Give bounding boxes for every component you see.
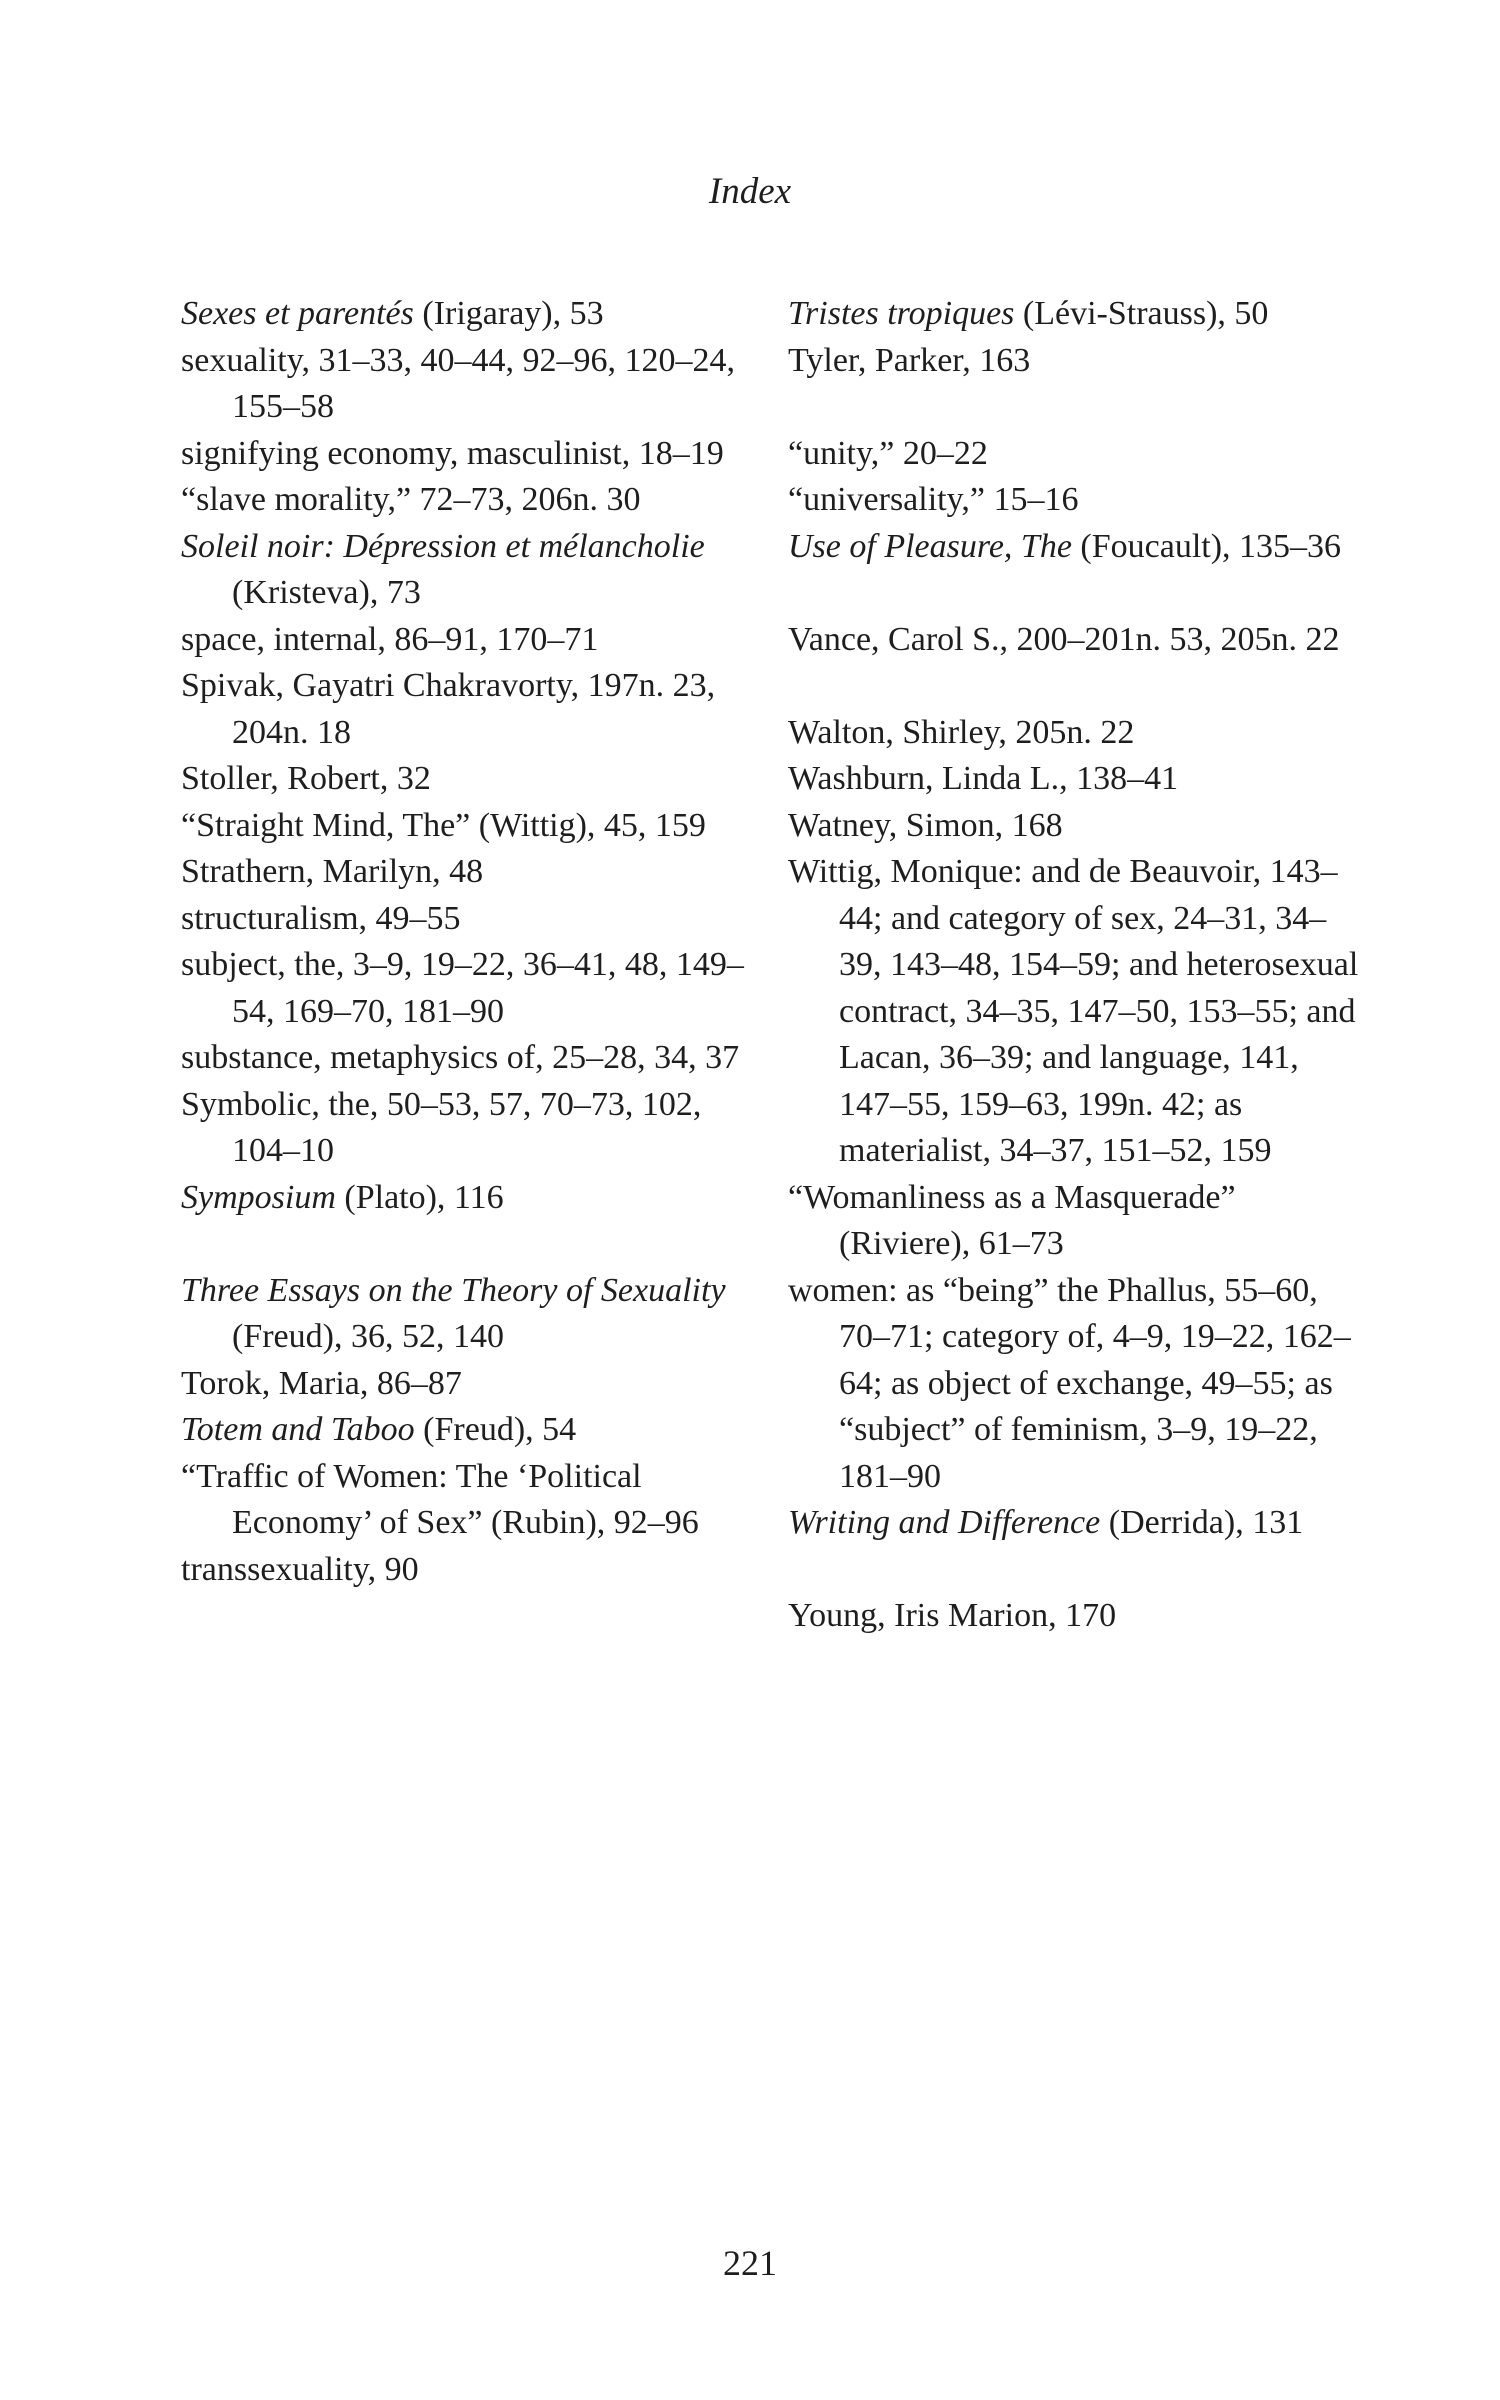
- index-entry: [788, 617, 1368, 664]
- index-entry-text: Spivak, Gayatri Chakravorty, 197n. 23, 204n. 18: [181, 667, 716, 751]
- index-entry-text: subject, the, 3–9, 19–22, 36–41, 48, 149–54, 169–70, 181–90: [181, 946, 744, 1030]
- index-entry: [788, 338, 1368, 385]
- index-entry-text: “unity,” 20–22: [788, 434, 988, 472]
- page-number: 221: [723, 2243, 777, 2283]
- index-entry-text: Tyler, Parker, 163: [788, 341, 1031, 379]
- index-entry-text: women: as “being” the Phallus, 55–60, 70–71; category of, 4–9, 19–22, 162–64; as object of exchange, 49–55; as “subject” of feminism, 3–9, 19–22, 181–90: [788, 1271, 1351, 1495]
- index-entry: [181, 1175, 761, 1222]
- index-entry: [181, 1082, 761, 1175]
- index-entry: [181, 338, 761, 431]
- index-entry: [181, 1547, 761, 1594]
- index-entry: [788, 1175, 1368, 1268]
- index-entry: [181, 1407, 761, 1454]
- index-column-right: [788, 291, 1368, 1640]
- index-entry-text: Walton, Shirley, 205n. 22: [788, 713, 1135, 751]
- index-entry: [788, 291, 1368, 338]
- index-entry-text: Strathern, Marilyn, 48: [181, 853, 484, 890]
- index-entry: [181, 1035, 761, 1082]
- index-entry: [788, 803, 1368, 850]
- index-entry: [181, 756, 761, 803]
- index-entry: [788, 477, 1368, 524]
- index-entry: [181, 1361, 761, 1408]
- index-entry: [181, 942, 761, 1035]
- index-entry-title: Totem and Taboo: [181, 1411, 415, 1448]
- index-entry-text: space, internal, 86–91, 170–71: [181, 620, 599, 658]
- index-entry: [181, 431, 761, 478]
- index-entry-text: “slave morality,” 72–73, 206n. 30: [181, 481, 641, 518]
- index-entry-title: Use of Pleasure, The: [788, 527, 1072, 565]
- index-entry-text: (Freud), 54: [414, 1411, 577, 1448]
- index-entry-text: (Lévi-Strauss), 50: [1014, 295, 1269, 332]
- index-entry-text: (Freud), 36, 52, 140: [232, 1318, 504, 1355]
- index-entry-text: (Foucault), 135–36: [1071, 527, 1342, 565]
- index-entry-title: Symposium: [181, 1178, 336, 1216]
- index-column-left: [181, 291, 761, 1593]
- index-entry-text: (Derrida), 131: [1100, 1504, 1304, 1541]
- index-entry-text: substance, metaphysics of, 25–28, 34, 37: [181, 1039, 740, 1076]
- index-entry-title: Three Essays on the Theory of Sexuality: [181, 1271, 726, 1309]
- index-entry: [181, 896, 761, 943]
- index-entry-text: “Womanliness as a Masquerade” (Riviere), 61–73: [788, 1178, 1236, 1262]
- index-entry: [181, 663, 761, 756]
- index-entry-text: Wittig, Monique: and de Beauvoir, 143–44; and category of sex, 24–31, 34–39, 143–48, 154–59; and heterosexual contract, 34–35, 147–50, 153–55; and Lacan, 36–39; and language, 141, 147–55, 159–63, 199n. 42; as materialist, 34–37, 151–52, 159: [788, 853, 1359, 1169]
- index-entry-text: “Straight Mind, The” (Wittig), 45, 159: [181, 806, 706, 844]
- index-entry: [181, 524, 761, 617]
- index-entry-text: transsexuality, 90: [181, 1550, 419, 1588]
- index-entry-title: Soleil noir: Dépression et mélancholie: [181, 527, 705, 565]
- index-entry-text: Torok, Maria, 86–87: [181, 1364, 462, 1402]
- index-entry-title: Tristes tropiques: [788, 295, 1015, 332]
- index-entry-title: Sexes et parentés: [181, 295, 414, 332]
- index-entry-text: signifying economy, masculinist, 18–19: [181, 434, 724, 472]
- index-entry-text: (Kristeva), 73: [232, 574, 421, 611]
- index-entry-text: “Traffic of Women: The ‘Political Economy’ of Sex” (Rubin), 92–96: [181, 1457, 699, 1541]
- index-entry-text: (Irigaray), 53: [413, 295, 604, 332]
- index-entry: [181, 849, 761, 896]
- index-entry-text: sexuality, 31–33, 40–44, 92–96, 120–24, 155–58: [181, 341, 736, 425]
- index-entry: [788, 524, 1368, 571]
- index-entry: [181, 803, 761, 850]
- index-entry: [181, 1268, 761, 1361]
- index-entry-text: Young, Iris Marion, 170: [788, 1597, 1117, 1634]
- index-entry-text: Vance, Carol S., 200–201n. 53, 205n. 22: [788, 620, 1340, 658]
- index-entry: [181, 617, 761, 664]
- index-entry-text: Symbolic, the, 50–53, 57, 70–73, 102, 104–10: [181, 1085, 702, 1169]
- index-entry: [788, 1268, 1368, 1501]
- index-entry: [788, 849, 1368, 1175]
- page-title: Index: [708, 171, 792, 212]
- index-entry-text: Watney, Simon, 168: [788, 806, 1063, 844]
- index-entry: [788, 431, 1368, 478]
- index-entry-title: Writing and Difference: [788, 1504, 1101, 1541]
- index-entry: [181, 291, 761, 338]
- index-entry-text: (Plato), 116: [335, 1178, 504, 1216]
- index-entry-text: Stoller, Robert, 32: [181, 760, 431, 797]
- index-entry: [181, 1454, 761, 1547]
- index-entry: [788, 710, 1368, 757]
- index-entry: [181, 477, 761, 524]
- index-entry: [788, 756, 1368, 803]
- index-entry-text: Washburn, Linda L., 138–41: [788, 760, 1179, 797]
- index-entry: [788, 1593, 1368, 1640]
- index-entry-text: “universality,” 15–16: [788, 481, 1079, 518]
- index-entry: [788, 1500, 1368, 1547]
- index-entry-text: structuralism, 49–55: [181, 899, 461, 937]
